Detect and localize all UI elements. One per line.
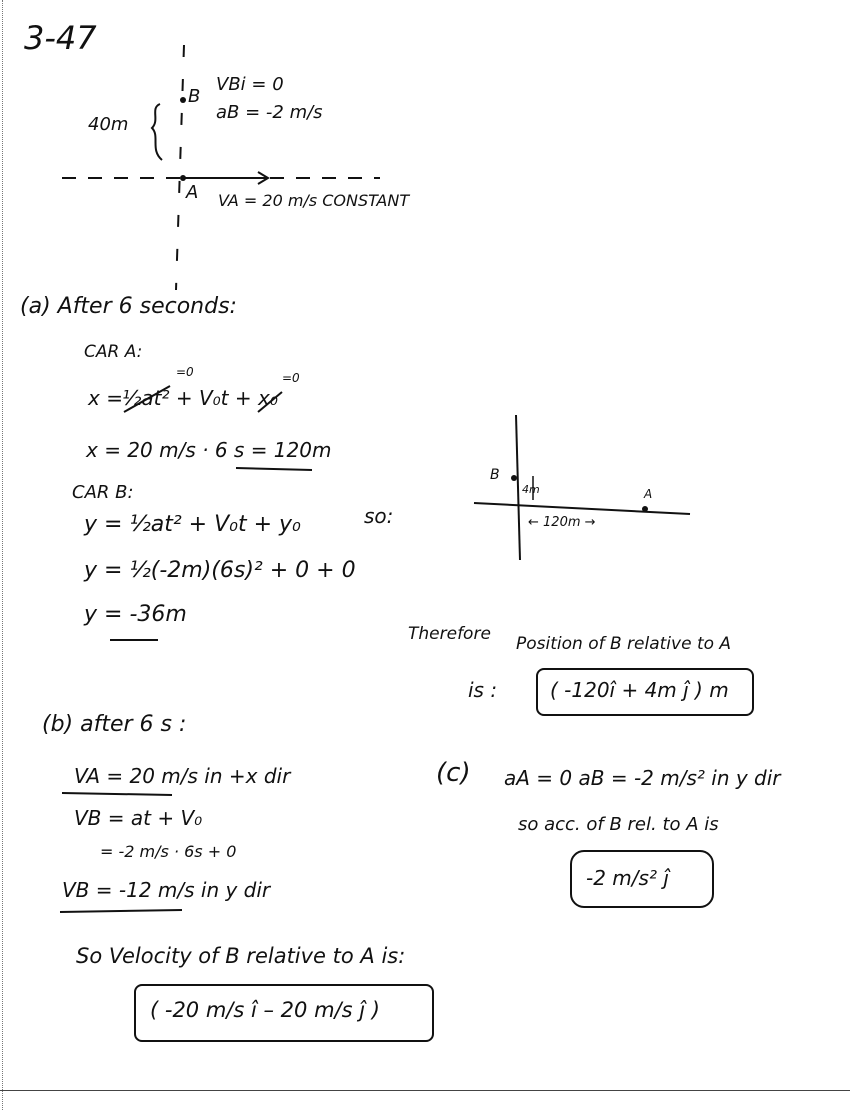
so-acc-text: so acc. of B rel. to A is xyxy=(518,814,719,835)
sketch-label-120m: ← 120m → xyxy=(528,515,596,530)
sketch-label-4m: 4m xyxy=(522,483,540,496)
eq5: y = -36m xyxy=(84,602,187,627)
problem-number: 3-47 xyxy=(24,19,97,57)
underline-vb xyxy=(60,910,182,912)
is-label: is : xyxy=(468,678,498,702)
result-a: ( -120î + 4m ĵ ) m xyxy=(550,678,729,702)
point-b-dot xyxy=(180,97,186,103)
figure-ab: aB = -2 m/s xyxy=(216,102,323,123)
eq1-x: x = xyxy=(88,386,123,410)
figure-label-a: A xyxy=(186,182,199,203)
accel-equation: aA = 0 aB = -2 m/s² in y dir xyxy=(504,766,781,790)
vertical-dashed-axis xyxy=(176,45,184,290)
underline-120m xyxy=(236,468,312,470)
part-a-heading: (a) After 6 seconds: xyxy=(20,294,237,319)
figure-va: VA = 20 m/s CONSTANT xyxy=(218,191,410,210)
car-a-label: CAR A: xyxy=(84,342,143,362)
position-text: Position of B relative to A xyxy=(516,634,732,654)
figure-label-b: B xyxy=(188,86,201,107)
figure-vbi: VBi = 0 xyxy=(216,74,284,95)
eq4: y = ½(-2m)(6s)² + 0 + 0 xyxy=(84,558,356,583)
vb-equation-1: VB = at + V₀ xyxy=(74,806,203,830)
point-a-dot xyxy=(180,175,186,181)
va-equation: VA = 20 m/s in +x dir xyxy=(74,764,291,788)
sketch-horizontal-axis xyxy=(474,503,690,514)
car-b-label: CAR B: xyxy=(72,482,134,503)
therefore-label: Therefore xyxy=(408,624,491,644)
result-box-b xyxy=(134,984,434,1042)
so-velocity-text: So Velocity of B relative to A is: xyxy=(76,944,406,968)
result-b: ( -20 m/s î – 20 m/s ĵ ) xyxy=(150,998,380,1022)
sketch-label-b: B xyxy=(490,467,500,483)
eq1-zero-2: =0 xyxy=(282,371,300,385)
eq1-rhs: ½at² + V₀t + x₀ xyxy=(122,386,278,410)
part-b-heading: (b) after 6 s : xyxy=(42,712,187,737)
vb-equation-2: = -2 m/s · 6s + 0 xyxy=(100,842,237,861)
vb-equation-3: VB = -12 m/s in y dir xyxy=(62,878,271,902)
distance-brace xyxy=(152,104,162,160)
underline-va xyxy=(62,793,172,795)
sketch-vertical-axis xyxy=(516,415,520,560)
eq1-zero-1: =0 xyxy=(176,365,194,379)
result-box-a xyxy=(536,668,754,716)
eq3: y = ½at² + V₀t + y₀ xyxy=(84,512,301,537)
result-c: -2 m/s² ĵ xyxy=(586,866,669,890)
eq2: x = 20 m/s · 6 s = 120m xyxy=(86,438,332,462)
figure-distance: 40m xyxy=(88,114,129,135)
part-c-heading: (c) xyxy=(436,758,471,788)
sketch-point-b xyxy=(511,475,517,481)
sketch-label-a: A xyxy=(644,487,653,501)
so-label: so: xyxy=(364,504,394,528)
sketch-point-a xyxy=(642,506,648,512)
result-box-c xyxy=(570,850,714,908)
